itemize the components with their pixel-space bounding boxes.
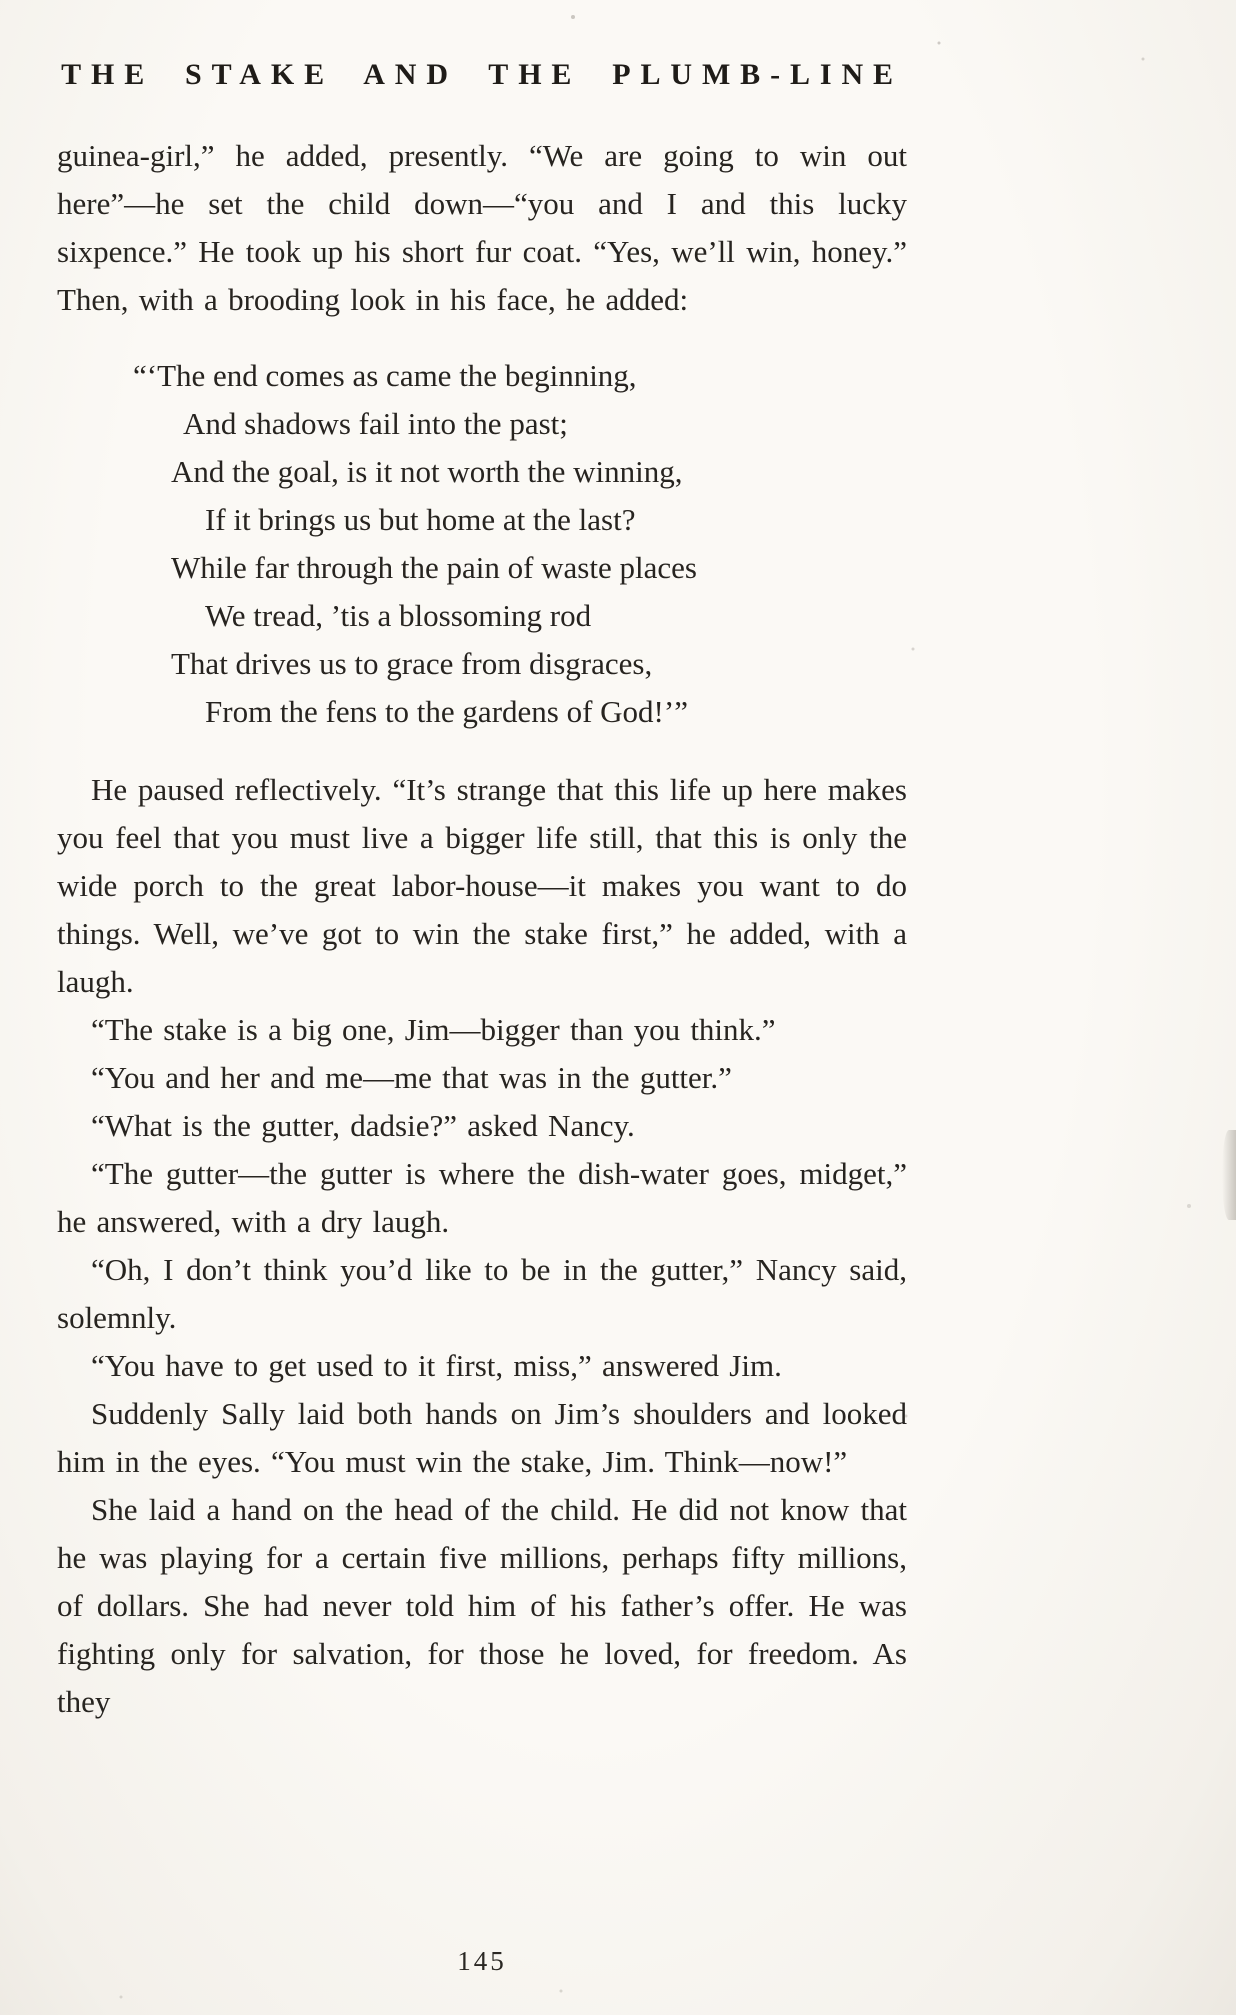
scan-specks [0, 0, 2, 2]
paragraph: She laid a hand on the head of the child. He did not know that he was playing for a certain five millions, perhaps fifty millions, of dollars. She had never told him of his father’s offer. He was fighting only for salvation, for those he loved, for freedom. As they [57, 1492, 907, 1719]
poem-line: We tread, ’tis a blossoming rod [205, 598, 592, 633]
poem-line: While far through the pain of waste places [171, 550, 697, 585]
paragraph: guinea-girl,” he added, presently. “We are going to win out here”—he set the child down—“you and I and this lucky sixpence.” He took up his short fur coat. “Yes, we’ll win, honey.” Then, with a brooding look in his face, he added: [57, 138, 907, 317]
paragraph: “The stake is a big one, Jim—bigger than you think.” [91, 1012, 776, 1047]
paragraph: “What is the gutter, dadsie?” asked Nancy. [91, 1108, 635, 1143]
page-number: 145 [457, 1946, 507, 1976]
poem-line: And shadows fail into the past; [183, 406, 568, 441]
poem-line: “‘The end comes as came the beginning, [133, 358, 637, 393]
poem-block [57, 352, 907, 736]
paragraph: “Oh, I don’t think you’d like to be in the gutter,” Nancy said, solemnly. [57, 1252, 907, 1335]
paragraph: “You have to get used to it first, miss,” answered Jim. [91, 1348, 782, 1383]
paragraph: He paused reflectively. “It’s strange that this life up here makes you feel that you must live a bigger life still, that this is only the wide porch to the great labor-house—it makes you want to do things. Well, we’ve got to win the stake first,” he added, with a laugh. [57, 772, 907, 999]
paragraph: “The gutter—the gutter is where the dish-water goes, midget,” he answered, with a dry laugh. [57, 1156, 907, 1239]
poem-line: That drives us to grace from disgraces, [171, 646, 653, 681]
running-header-title: THE STAKE AND THE PLUMB-LINE [61, 58, 903, 91]
paragraph: “You and her and me—me that was in the gutter.” [91, 1060, 732, 1095]
text-column [57, 58, 907, 1726]
poem-line: If it brings us but home at the last? [205, 502, 636, 537]
paragraph: Suddenly Sally laid both hands on Jim’s shoulders and looked him in the eyes. “You must win the stake, Jim. Think—now!” [57, 1396, 907, 1479]
page-edge-smudge [1222, 1130, 1236, 1220]
poem-line: And the goal, is it not worth the winning, [171, 454, 683, 489]
poem-line: From the fens to the gardens of God!’” [205, 694, 688, 729]
